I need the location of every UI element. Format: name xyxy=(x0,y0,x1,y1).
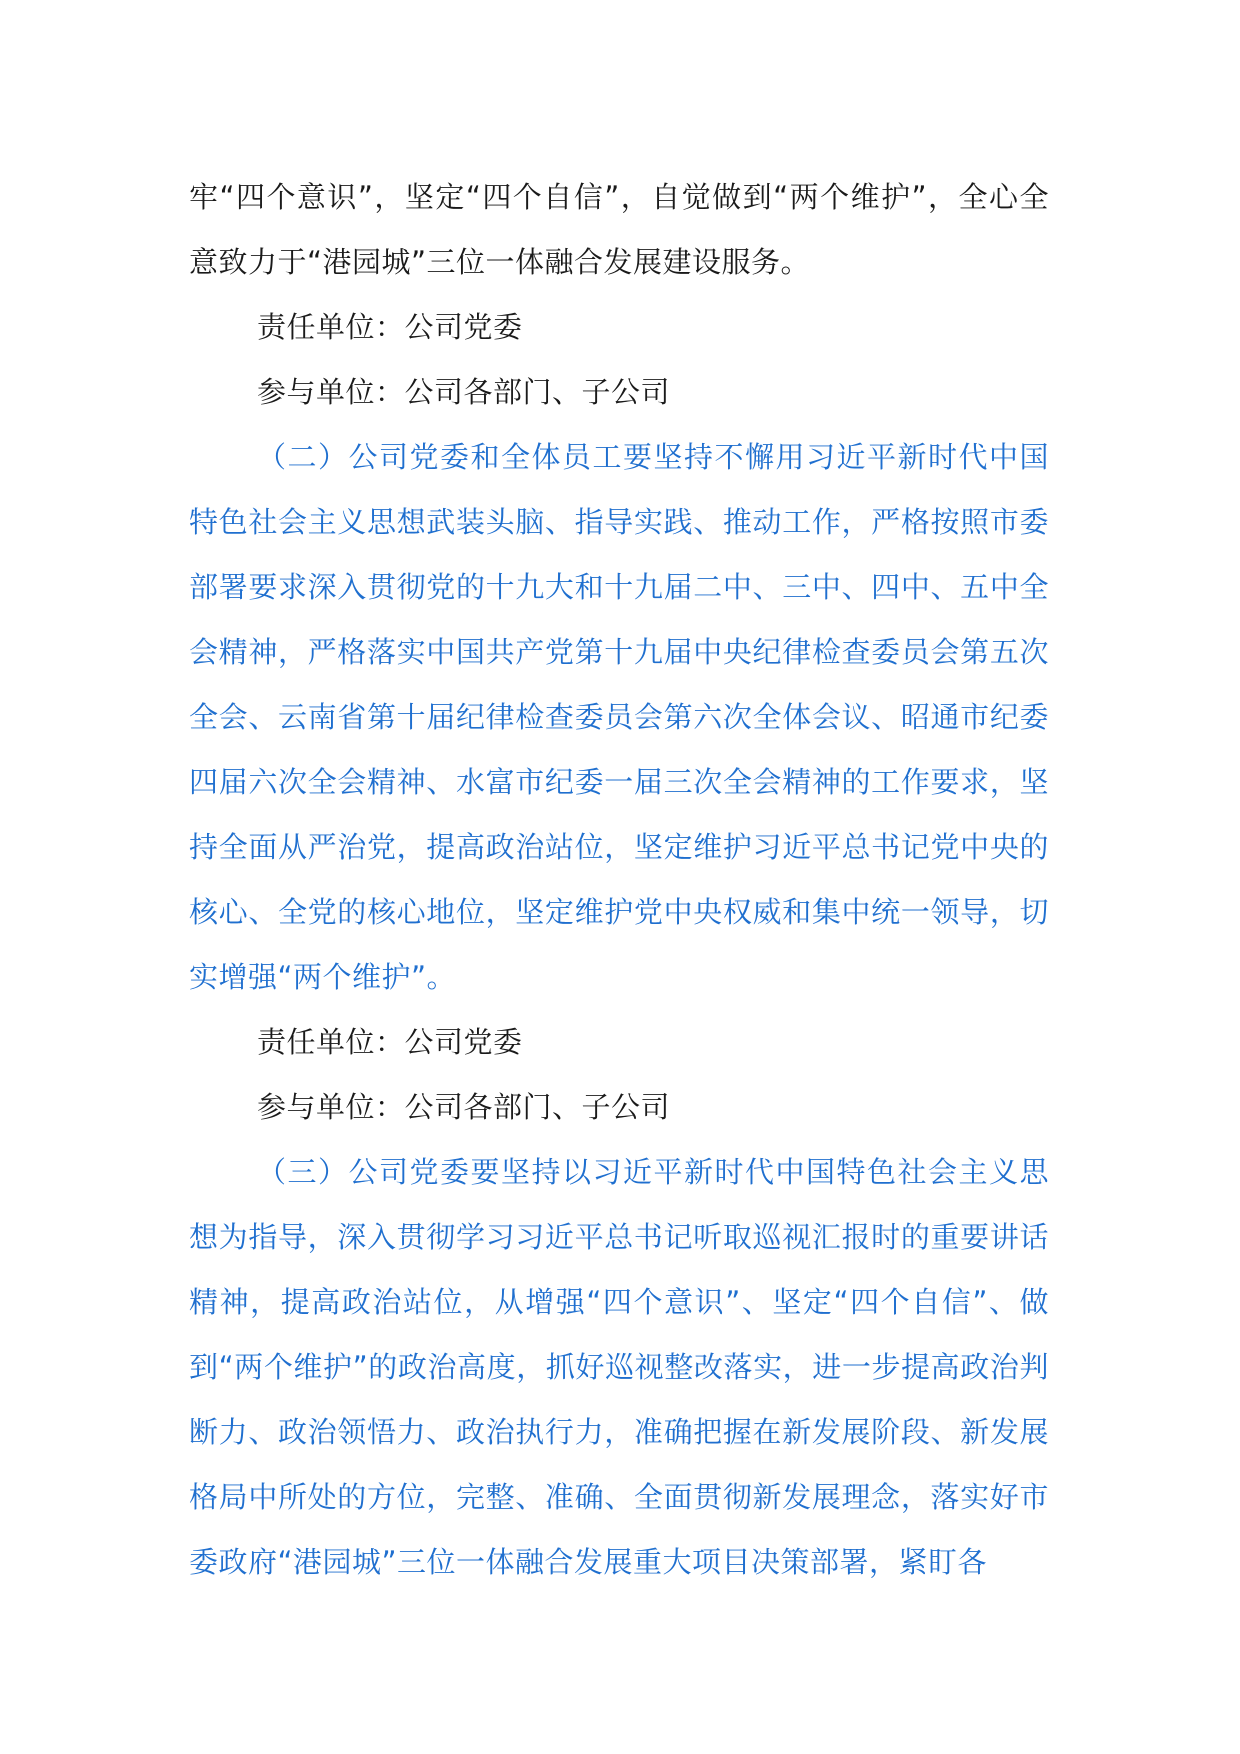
paragraph-item-3: （三）公司党委要坚持以习近平新时代中国特色社会主义思想为指导，深入贯彻学习习近平总书记听取巡视汇报时的重要讲话精神，提高政治站位，从增强“四个意识”、坚定“四个自信”、做到“两个维护”的政治高度，抓好巡视整改落实，进一步提高政治判断力、政治领悟力、政治执行力，准确把握在新发展阶段、新发展格局中所处的方位，完整、准确、全面贯彻新发展理念，落实好市委政府“港园城”三位一体融合发展重大项目决策部署，紧盯各 xyxy=(189,1155,1049,1579)
responsible-unit-1: 责任单位：公司党委 xyxy=(257,310,523,344)
responsible-unit-2: 责任单位：公司党委 xyxy=(257,1025,523,1059)
paragraph-item-2: （二）公司党委和全体员工要坚持不懈用习近平新时代中国特色社会主义思想武装头脑、指导实践、推动工作，严格按照市委部署要求深入贯彻党的十九大和十九届二中、三中、四中、五中全会精神，严格落实中国共产党第十九届中央纪律检查委员会第五次全会、云南省第十届纪律检查委员会第六次全体会议、昭通市纪委四届六次全会精神、水富市纪委一届三次全会精神的工作要求，坚持全面从严治党，提高政治站位，坚定维护习近平总书记党中央的核心、全党的核心地位，坚定维护党中央权威和集中统一领导，切实增强“两个维护”。 xyxy=(189,440,1049,994)
participating-unit-2: 参与单位：公司各部门、子公司 xyxy=(257,1090,671,1124)
document-body xyxy=(189,165,1049,1595)
participating-unit-1: 参与单位：公司各部门、子公司 xyxy=(257,375,671,409)
paragraph-continuation: 牢“四个意识”，坚定“四个自信”，自觉做到“两个维护”，全心全意致力于“港园城”三位一体融合发展建设服务。 xyxy=(189,180,1049,279)
